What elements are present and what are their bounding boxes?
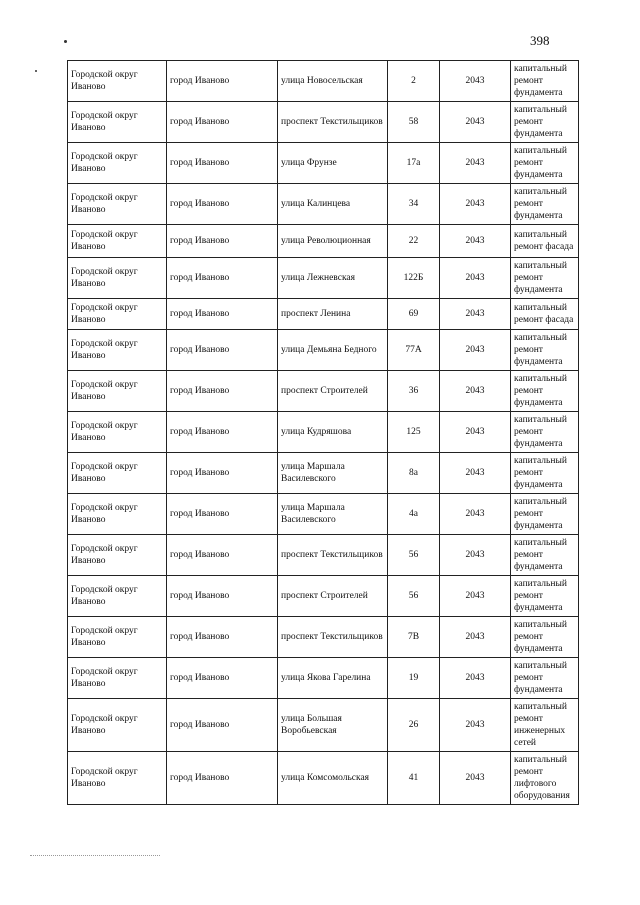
municipal-district-cell: Городской округ Иваново <box>68 617 167 658</box>
municipal-district-cell: Городской округ Иваново <box>68 576 167 617</box>
repair-type-cell: капитальный ремонт фасада <box>511 225 579 258</box>
street-cell: проспект Строителей <box>278 371 388 412</box>
city-cell: город Иваново <box>167 453 278 494</box>
scan-smudge <box>30 855 160 857</box>
repair-type-cell: капитальный ремонт фундамента <box>511 535 579 576</box>
year-cell: 2043 <box>440 143 511 184</box>
municipal-district-cell: Городской округ Иваново <box>68 658 167 699</box>
year-cell: 2043 <box>440 412 511 453</box>
table-row <box>68 494 579 535</box>
municipal-district-cell: Городской округ Иваново <box>68 699 167 752</box>
street-cell: улица Калинцева <box>278 184 388 225</box>
municipal-district-cell: Городской округ Иваново <box>68 330 167 371</box>
repair-type-cell: капитальный ремонт лифтового оборудования <box>511 752 579 805</box>
table-row <box>68 453 579 494</box>
table-row <box>68 576 579 617</box>
street-cell: проспект Текстильщиков <box>278 102 388 143</box>
street-cell: улица Маршала Василевского <box>278 494 388 535</box>
year-cell: 2043 <box>440 535 511 576</box>
table-body <box>68 61 579 805</box>
street-cell: улица Фрунзе <box>278 143 388 184</box>
house-number-cell: 69 <box>388 299 440 330</box>
repair-type-cell: капитальный ремонт фундамента <box>511 143 579 184</box>
year-cell: 2043 <box>440 494 511 535</box>
repair-type-cell: капитальный ремонт фундамента <box>511 61 579 102</box>
repair-type-cell: капитальный ремонт фундамента <box>511 258 579 299</box>
house-number-cell: 22 <box>388 225 440 258</box>
house-number-cell: 36 <box>388 371 440 412</box>
city-cell: город Иваново <box>167 184 278 225</box>
street-cell: улица Большая Воробьевская <box>278 699 388 752</box>
city-cell: город Иваново <box>167 699 278 752</box>
table-row <box>68 143 579 184</box>
year-cell: 2043 <box>440 699 511 752</box>
page-number: 398 <box>530 33 550 48</box>
street-cell: проспект Ленина <box>278 299 388 330</box>
house-number-cell: 122Б <box>388 258 440 299</box>
city-cell: город Иваново <box>167 494 278 535</box>
repair-type-cell: капитальный ремонт фундамента <box>511 330 579 371</box>
street-cell: проспект Строителей <box>278 576 388 617</box>
repair-type-cell: капитальный ремонт фундамента <box>511 184 579 225</box>
street-cell: улица Лежневская <box>278 258 388 299</box>
year-cell: 2043 <box>440 61 511 102</box>
table-row <box>68 658 579 699</box>
year-cell: 2043 <box>440 184 511 225</box>
repair-type-cell: капитальный ремонт фундамента <box>511 453 579 494</box>
year-cell: 2043 <box>440 225 511 258</box>
municipal-district-cell: Городской округ Иваново <box>68 143 167 184</box>
repair-type-cell: капитальный ремонт фундамента <box>511 102 579 143</box>
city-cell: город Иваново <box>167 752 278 805</box>
house-number-cell: 125 <box>388 412 440 453</box>
house-number-cell: 77А <box>388 330 440 371</box>
city-cell: город Иваново <box>167 143 278 184</box>
table-row <box>68 412 579 453</box>
house-number-cell: 8а <box>388 453 440 494</box>
city-cell: город Иваново <box>167 576 278 617</box>
municipal-district-cell: Городской округ Иваново <box>68 225 167 258</box>
repair-type-cell: капитальный ремонт фасада <box>511 299 579 330</box>
city-cell: город Иваново <box>167 535 278 576</box>
repair-type-cell: капитальный ремонт фундамента <box>511 617 579 658</box>
municipal-district-cell: Городской округ Иваново <box>68 453 167 494</box>
year-cell: 2043 <box>440 752 511 805</box>
table-row <box>68 535 579 576</box>
municipal-district-cell: Городской округ Иваново <box>68 184 167 225</box>
street-cell: проспект Текстильщиков <box>278 535 388 576</box>
city-cell: город Иваново <box>167 412 278 453</box>
street-cell: проспект Текстильщиков <box>278 617 388 658</box>
house-number-cell: 26 <box>388 699 440 752</box>
year-cell: 2043 <box>440 102 511 143</box>
house-number-cell: 58 <box>388 102 440 143</box>
repair-type-cell: капитальный ремонт фундамента <box>511 658 579 699</box>
table-row <box>68 258 579 299</box>
municipal-district-cell: Городской округ Иваново <box>68 299 167 330</box>
table-row <box>68 184 579 225</box>
table-row <box>68 102 579 143</box>
scan-speck <box>64 40 67 43</box>
house-number-cell: 56 <box>388 535 440 576</box>
year-cell: 2043 <box>440 330 511 371</box>
repair-type-cell: капитальный ремонт фундамента <box>511 576 579 617</box>
city-cell: город Иваново <box>167 371 278 412</box>
street-cell: улица Новосельская <box>278 61 388 102</box>
house-number-cell: 34 <box>388 184 440 225</box>
street-cell: улица Маршала Василевского <box>278 453 388 494</box>
repair-type-cell: капитальный ремонт инженерных сетей <box>511 699 579 752</box>
house-number-cell: 19 <box>388 658 440 699</box>
street-cell: улица Кудряшова <box>278 412 388 453</box>
repair-type-cell: капитальный ремонт фундамента <box>511 371 579 412</box>
repair-type-cell: капитальный ремонт фундамента <box>511 494 579 535</box>
street-cell: улица Якова Гарелина <box>278 658 388 699</box>
street-cell: улица Демьяна Бедного <box>278 330 388 371</box>
street-cell: улица Революционная <box>278 225 388 258</box>
city-cell: город Иваново <box>167 299 278 330</box>
table-row <box>68 330 579 371</box>
house-number-cell: 41 <box>388 752 440 805</box>
table-row <box>68 225 579 258</box>
table-row <box>68 699 579 752</box>
table-row <box>68 299 579 330</box>
table-row <box>68 61 579 102</box>
city-cell: город Иваново <box>167 225 278 258</box>
municipal-district-cell: Городской округ Иваново <box>68 535 167 576</box>
city-cell: город Иваново <box>167 102 278 143</box>
year-cell: 2043 <box>440 258 511 299</box>
table-row <box>68 371 579 412</box>
year-cell: 2043 <box>440 371 511 412</box>
municipal-district-cell: Городской округ Иваново <box>68 412 167 453</box>
year-cell: 2043 <box>440 576 511 617</box>
scan-speck <box>35 70 37 72</box>
street-cell: улица Комсомольская <box>278 752 388 805</box>
repair-type-cell: капитальный ремонт фундамента <box>511 412 579 453</box>
year-cell: 2043 <box>440 658 511 699</box>
house-number-cell: 56 <box>388 576 440 617</box>
capital-repair-table <box>67 60 579 805</box>
municipal-district-cell: Городской округ Иваново <box>68 371 167 412</box>
house-number-cell: 2 <box>388 61 440 102</box>
year-cell: 2043 <box>440 299 511 330</box>
city-cell: город Иваново <box>167 61 278 102</box>
municipal-district-cell: Городской округ Иваново <box>68 102 167 143</box>
table-row <box>68 752 579 805</box>
year-cell: 2043 <box>440 453 511 494</box>
municipal-district-cell: Городской округ Иваново <box>68 494 167 535</box>
house-number-cell: 7В <box>388 617 440 658</box>
municipal-district-cell: Городской округ Иваново <box>68 258 167 299</box>
city-cell: город Иваново <box>167 658 278 699</box>
year-cell: 2043 <box>440 617 511 658</box>
municipal-district-cell: Городской округ Иваново <box>68 752 167 805</box>
city-cell: город Иваново <box>167 617 278 658</box>
table-row <box>68 617 579 658</box>
house-number-cell: 4а <box>388 494 440 535</box>
city-cell: город Иваново <box>167 258 278 299</box>
city-cell: город Иваново <box>167 330 278 371</box>
municipal-district-cell: Городской округ Иваново <box>68 61 167 102</box>
house-number-cell: 17а <box>388 143 440 184</box>
